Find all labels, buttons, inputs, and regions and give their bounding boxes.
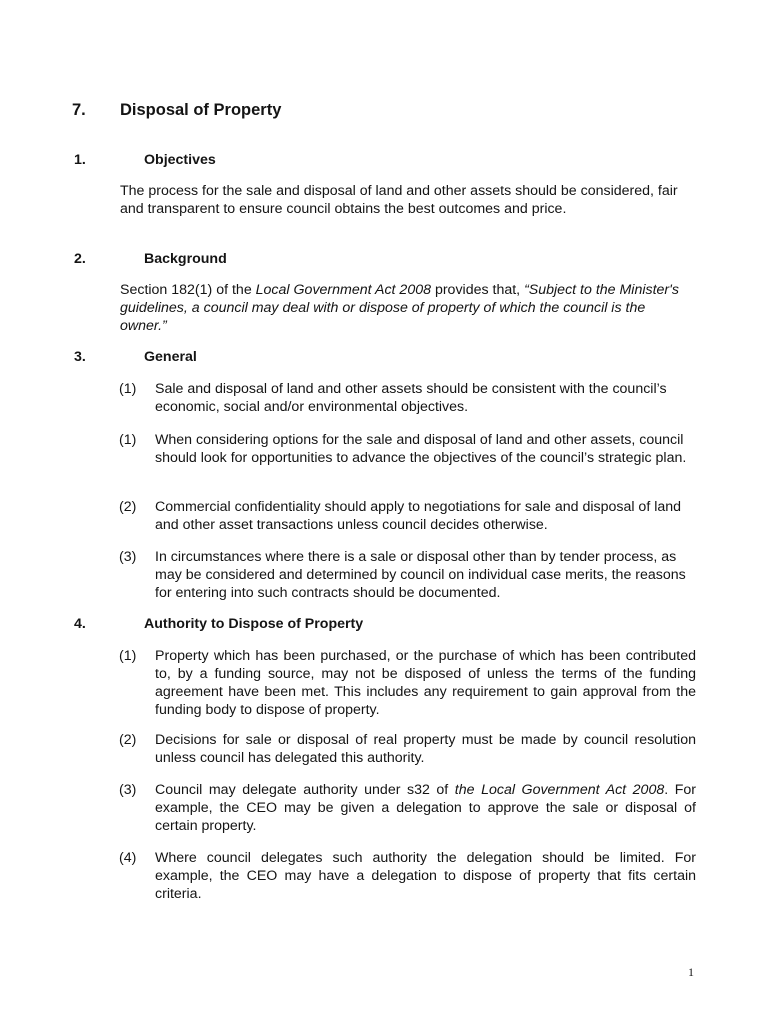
section-3-item-3-number: (2)	[119, 499, 137, 515]
section-1-number: 1.	[74, 152, 86, 168]
section-3-item-4-number: (3)	[119, 549, 137, 565]
section-2-text	[120, 281, 690, 335]
section-4-item-1-text: Property which has been purchased, or the purchase of which has been contributed to, by a funding source, may not be disposed of unless the terms of the funding agreement have been met. This includes any requirement to gain approval from the funding body to dispose of property.	[155, 648, 696, 718]
section-1-title: Objectives	[144, 152, 216, 168]
chapter-number: 7.	[72, 101, 86, 119]
section-2-number: 2.	[74, 251, 86, 267]
section-3-item-2-text: When considering options for the sale and disposal of land and other assets, council should look for opportunities to advance the objectives of the council’s strategic plan.	[155, 432, 687, 466]
section-4-title: Authority to Dispose of Property	[144, 616, 364, 632]
section-4-item-1-number: (1)	[119, 648, 137, 664]
chapter-title: Disposal of Property	[120, 101, 282, 119]
section-4-item-3-lead: Council may delegate authority under s32 of	[155, 782, 455, 798]
section-4-number: 4.	[74, 616, 86, 632]
section-4-item-3-act-name: the Local Government Act 2008	[454, 782, 665, 798]
section-4-item-3-number: (3)	[119, 782, 137, 798]
section-3-item-3-text: Commercial confidentiality should apply to negotiations for sale and disposal of land and other asset transactions unless council decides otherwise.	[155, 499, 682, 533]
section-4-item-4-number: (4)	[119, 850, 137, 866]
section-3-item-2-number: (1)	[119, 432, 137, 448]
section-2-act-name: Local Government Act 2008	[255, 282, 431, 298]
page-number: 1	[688, 965, 694, 979]
section-1-text: The process for the sale and disposal of land and other assets should be considered, fair and transparent to ensure council obtains the best outcomes and price.	[120, 183, 678, 217]
section-2-title: Background	[144, 251, 227, 267]
section-3-number: 3.	[74, 349, 86, 365]
section-3-title: General	[144, 349, 197, 365]
section-4-item-2-text: Decisions for sale or disposal of real property must be made by council resolution unless council has delegated this authority.	[155, 732, 696, 766]
section-3-item-4-text: In circumstances where there is a sale or disposal other than by tender process, as may be considered and determined by council on individual case merits, the reasons for entering into such contracts should be documented.	[155, 549, 686, 601]
section-4-item-4-text: Where council delegates such authority the delegation should be limited. For example, the CEO may have a delegation to dispose of property that fits certain criteria.	[155, 850, 696, 902]
section-2-text-lead: Section 182(1) of the	[120, 282, 256, 298]
section-3-item-1-text: Sale and disposal of land and other assets should be consistent with the council’s economic, social and/or environmental objectives.	[155, 381, 667, 415]
section-4-item-3-tail: . For example, the CEO may be given a delegation to approve the sale or disposal of certain property.	[155, 782, 697, 834]
section-2-text-mid: provides that,	[431, 282, 525, 298]
section-3-item-1-number: (1)	[119, 381, 137, 397]
section-4-item-2-number: (2)	[119, 732, 137, 748]
section-2-quote: “Subject to the Minister's guidelines, a council may deal with or dispose of property of which the council is the owner.”	[120, 282, 679, 334]
section-4-item-3-text	[155, 781, 696, 835]
